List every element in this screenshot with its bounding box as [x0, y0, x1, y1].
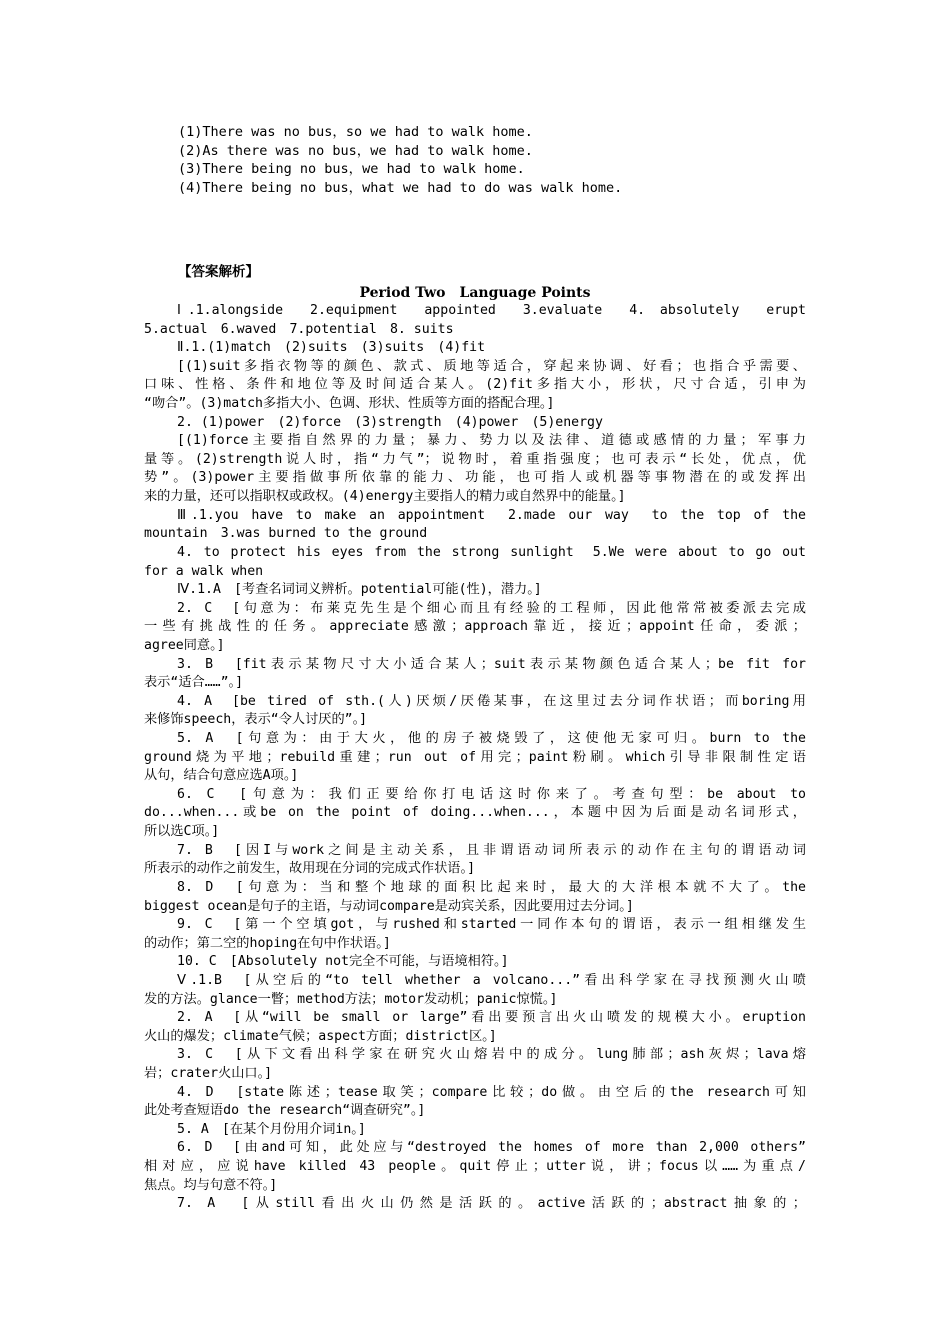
body-line: 所表示的动作之前发生，故用现在分词的完成式作状语。]	[144, 861, 476, 877]
body-line: mountain 3.was burned to the ground	[144, 526, 428, 542]
body-line: 4. A [be tired of sth.(人)厌烦/厌倦某事，在这里过去分词作状语；而boring用	[177, 693, 806, 709]
body-line: 5.actual 6.waved 7.potential 8. suits	[144, 321, 454, 337]
example-sentences	[178, 123, 818, 197]
example-sentence: (3)There being no bus，we had to walk home.	[178, 161, 525, 178]
body-line: [(1)suit多指衣物等的颜色、款式、质地等适合，穿起来协调、好看；也指合乎需要、	[177, 358, 806, 374]
body-line: 所以选C项。]	[144, 824, 220, 840]
period-title: Period Two Language Points	[359, 285, 591, 301]
body-line: 7. B [因I与work之间是主动关系，且非谓语动词所表示的动作在主句的谓语动词	[177, 842, 806, 858]
body-line: 口味、性格、条件和地位等及时间适合某人。(2)fit多指大小，形状，尺寸合适，引申为	[144, 377, 806, 393]
body-line: 4. D [state陈述；tease取笑；compare比较；do做。由空后的the research可知	[177, 1084, 806, 1100]
body-line: 火山的爆发；climate气候；aspect方面；district区。]	[144, 1028, 497, 1044]
body-line: agree同意。]	[144, 637, 225, 653]
body-line: 焦点。均与句意不符。]	[144, 1177, 278, 1193]
body-line: 6. D [由and可知，此处应与“destroyed the homes of more than 2,000 others”	[177, 1140, 806, 1156]
example-sentence: (4)There being no bus，what we had to do was walk home.	[178, 179, 623, 196]
body-line: 来的力量，还可以指职权或政权。(4)energy主要指人的精力或自然界中的能量。]	[144, 489, 626, 505]
answer-header: 【答案解析】	[178, 264, 259, 280]
body-line: 此处考查短语do the research“调查研究”。]	[144, 1103, 426, 1119]
body-line: “吻合”。(3)match多指大小、色调、形状、性质等方面的搭配合理。]	[144, 396, 555, 412]
body-line: 一些有挑战性的任务。appreciate感激；approach靠近，接近；appoint任命，委派；	[144, 619, 806, 635]
body-line: 9. C [第一个空填got，与rushed和started一同作本句的谓语，表示一组相继发生	[177, 917, 806, 933]
body-line: 5. A [句意为：由于大火，他的房子被烧毁了，这使他无家可归。burn to the	[177, 731, 806, 747]
body-line: for a walk when	[144, 563, 264, 579]
body-line: Ⅲ.1.you have to make an appointment 2.made our way to the top of the	[177, 507, 806, 523]
body-line: 发的方法。glance一瞥；method方法；motor发动机；panic惊慌。]	[144, 991, 558, 1007]
body-line: do...when...或be on the point of doing...when...，本题中因为后面是动名词形式，	[144, 805, 806, 821]
body-line: 岩；crater火山口。]	[144, 1065, 273, 1081]
body-line: 表示“适合……”。]	[144, 675, 244, 691]
example-sentence: (1)There was no bus，so we had to walk home.	[178, 124, 533, 140]
body-line: 2. C [句意为：布莱克先生是个细心而且有经验的工程师，因此他常常被委派去完成	[177, 600, 806, 616]
body-line: 4. to protect his eyes from the strong sunlight 5.We were about to go out	[177, 544, 806, 560]
body-line: 相对应，应说have killed 43 people。quit停止；utter说，讲；focus以……为重点/	[144, 1159, 806, 1175]
body-line: Ⅳ.1.A [考查名词词义辨析。potential可能(性)，潜力。]	[177, 582, 542, 598]
body-line: Ⅴ.1.B [从空后的“to tell whether a volcano...”看出科学家在寻找预测火山喷	[177, 972, 806, 988]
body-line: ground烧为平地；rebuild重建；run out of用完；paint粉刷。which引导非限制性定语	[144, 749, 806, 765]
answer-body	[144, 302, 806, 1214]
body-line: 10. C [Absolutely not完全不可能，与语境相符。]	[177, 954, 509, 970]
body-line: 量等。(2)strength说人时，指“力气”；说物时，着重指强度；也可表示“长处，优点，优	[144, 451, 806, 467]
body-line: 8. D [句意为：当和整个地球的面积比起来时，最大的大洋根本就不大了。the	[177, 879, 806, 895]
body-line: 2. (1)power (2)force (3)strength (4)power (5)energy	[177, 414, 603, 430]
body-line: Ⅱ.1.(1)match (2)suits (3)suits (4)fit	[177, 340, 486, 356]
body-line: 3. B [fit表示某物尺寸大小适合某人；suit表示某物颜色适合某人；be fit for	[177, 656, 806, 672]
body-line: 从句，结合句意应选A项。]	[144, 768, 299, 784]
body-line: 3. C [从下文看出科学家在研究火山熔岩中的成分。lung肺部；ash灰烬；lava熔	[177, 1047, 806, 1063]
body-line: Ⅰ.1.alongside 2.equipment appointed 3.evaluate 4. absolutely erupt	[177, 303, 806, 318]
body-line: 势”。(3)power主要指做事所依靠的能力、功能，也可指人或机器等事物潜在的或发挥出	[144, 470, 806, 486]
body-line: [(1)force主要指自然界的力量；暴力、势力以及法律、道德或感情的力量；军事力	[177, 433, 806, 449]
body-line: 2. A [从“will be small or large”看出要预言出火山喷发的规模大小。eruption	[177, 1010, 806, 1026]
body-line: 来修饰speech，表示“令人讨厌的”。]	[144, 712, 368, 728]
body-line: biggest ocean是句子的主语，与动词compare是动宾关系，因此要用过去分词。]	[144, 898, 634, 914]
body-line: 的动作；第二空的hoping在句中作状语。]	[144, 935, 391, 951]
body-line: 7. A [从still看出火山仍然是活跃的。active活跃的；abstract抽象的；	[177, 1196, 806, 1212]
example-sentence: (2)As there was no bus，we had to walk home.	[178, 142, 533, 159]
body-line: 5. A [在某个月份用介词in。]	[177, 1121, 366, 1137]
body-line: 6. C [句意为：我们正要给你打电话这时你来了。考查句型：be about to	[177, 786, 806, 802]
